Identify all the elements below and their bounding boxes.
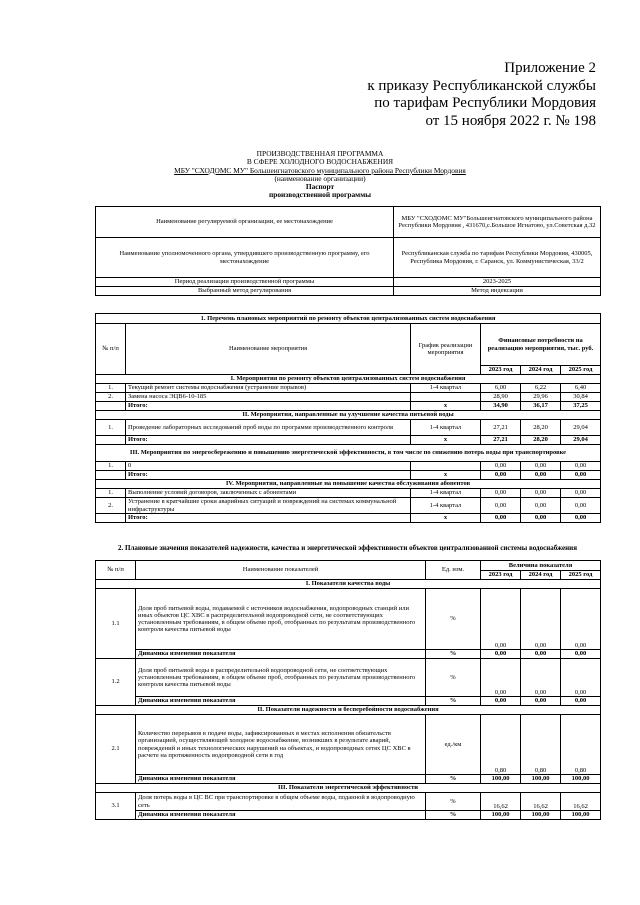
total-row bbox=[96, 402, 601, 411]
total-marker: х bbox=[411, 402, 481, 411]
passport-label: Период реализации производственной программы bbox=[96, 278, 394, 287]
dynamics-2023: 0,00 bbox=[481, 650, 521, 659]
dynamics-2023: 0,00 bbox=[481, 697, 521, 706]
dynamics-row bbox=[96, 811, 601, 820]
total-marker: х bbox=[411, 436, 481, 445]
unit: % bbox=[426, 589, 481, 650]
value-2025: 0,00 bbox=[561, 489, 601, 498]
order-date: от 15 ноября 2022 г. № 198 bbox=[425, 112, 596, 129]
row-number: 2.1 bbox=[96, 715, 136, 784]
header-number: № п/п bbox=[96, 561, 136, 580]
value-2023: 0,00 bbox=[481, 489, 521, 498]
dynamics-2025: 0,00 bbox=[561, 650, 601, 659]
header-year: 2024 год bbox=[521, 571, 561, 580]
passport-value: 2023-2025 bbox=[394, 278, 601, 287]
header-year: 2025 год bbox=[561, 366, 601, 375]
dynamics-row bbox=[96, 775, 601, 784]
dynamics-2025: 100,00 bbox=[561, 775, 601, 784]
document-titles bbox=[90, 150, 550, 200]
total-2023: 34,90 bbox=[481, 402, 521, 411]
indicator-name: Доля потерь воды в ЦС ВС при транспортировке в общем объеме воды, поданной в водопроводную сеть bbox=[136, 793, 426, 811]
unit: ед./км bbox=[426, 715, 481, 775]
value-2024: 0,00 bbox=[521, 462, 561, 471]
passport-row bbox=[96, 238, 601, 278]
header-year: 2023 год bbox=[481, 366, 521, 375]
total-2023: 0,00 bbox=[481, 514, 521, 523]
header-financial-needs: Финансовые потребности на реализацию мероприятия, тыс. руб. bbox=[481, 324, 601, 366]
table-row bbox=[96, 589, 601, 650]
value-2024: 0,80 bbox=[521, 715, 561, 775]
dynamics-2023: 100,00 bbox=[481, 811, 521, 820]
activities-caption: 1. Перечень плановых мероприятий по ремонту объектов централизованных систем водоснабжения bbox=[96, 314, 601, 324]
passport-row bbox=[96, 287, 601, 296]
indicator-name: Доля проб питьевой воды в распределительной водопроводной сети, не соответствующих установленным требованиям, в общем объеме проб, отобранных по результатам производственного контроля качества питьевой воды bbox=[136, 659, 426, 697]
dynamics-unit: % bbox=[426, 775, 481, 784]
schedule bbox=[411, 393, 481, 402]
header-values: Величина показателя bbox=[481, 561, 601, 571]
value-2025: 0,80 bbox=[561, 715, 601, 775]
total-2024: 0,00 bbox=[521, 514, 561, 523]
dynamics-label: Динамика изменения показателя bbox=[136, 775, 426, 784]
total-2025: 0,00 bbox=[561, 514, 601, 523]
program-title: ПРОИЗВОДСТВЕННАЯ ПРОГРАММА bbox=[256, 149, 384, 158]
total-marker: х bbox=[411, 514, 481, 523]
value-2024: 0,00 bbox=[521, 498, 561, 514]
table-row bbox=[96, 715, 601, 775]
row-number: 2. bbox=[96, 393, 126, 402]
total-2023: 27,21 bbox=[481, 436, 521, 445]
organization-name: МБУ "СХОДОМС МУ" Большеигнатовского муниципального района Республики Мордовия bbox=[174, 165, 466, 175]
activity-name: Текущий ремонт системы водоснабжения (устранение порывов) bbox=[126, 384, 411, 393]
passport-label: Выбранный метод регулирования bbox=[96, 287, 394, 296]
activity-name: 0 bbox=[126, 462, 411, 471]
row-number: 2. bbox=[96, 498, 126, 514]
activity-name: Устранение в кратчайшие сроки аварийных ситуаций и повреждений на системах коммунальной инфраструктуры bbox=[126, 498, 411, 514]
value-2024: 0,00 bbox=[521, 659, 561, 697]
total-2024: 36,17 bbox=[521, 402, 561, 411]
value-2023: 0,00 bbox=[481, 589, 521, 650]
value-2025: 0,00 bbox=[561, 659, 601, 697]
table-row bbox=[96, 420, 601, 436]
value-2025: 29,04 bbox=[561, 420, 601, 436]
total-2025: 0,00 bbox=[561, 471, 601, 480]
schedule: 1-4 квартал bbox=[411, 384, 481, 393]
unit: % bbox=[426, 659, 481, 697]
value-2023: 0,80 bbox=[481, 715, 521, 775]
total-2025: 29,04 bbox=[561, 436, 601, 445]
dynamics-unit: % bbox=[426, 650, 481, 659]
header-year: 2023 год bbox=[481, 571, 521, 580]
dynamics-unit: % bbox=[426, 811, 481, 820]
passport-value: Метод индексации bbox=[394, 287, 601, 296]
activity-name: Проведение лабораторных исследований проб воды по программе производственного контроля bbox=[126, 420, 411, 436]
header-year: 2024 год bbox=[521, 366, 561, 375]
passport-title: Паспорт bbox=[305, 182, 335, 192]
section-title: III. Мероприятия по энергосбережению и повышению энергетической эффективности, в том числе по снижению потерь воды при транспортировке bbox=[96, 445, 601, 462]
value-2023: 6,00 bbox=[481, 384, 521, 393]
passport-label: Наименование уполномоченного органа, утвердившего производственную программу, его местонахождение bbox=[96, 238, 394, 278]
section-title: I. Мероприятия по ремонту объектов централизованных систем водоснабжения bbox=[96, 375, 601, 384]
activities-table bbox=[95, 313, 601, 523]
value-2025: 0,00 bbox=[561, 498, 601, 514]
passport-subtitle: производственной программы bbox=[268, 190, 372, 200]
dynamics-2024: 100,00 bbox=[521, 775, 561, 784]
dynamics-row bbox=[96, 650, 601, 659]
row-number: 1.1 bbox=[96, 589, 136, 659]
header-indicator-name: Наименование показателей bbox=[136, 561, 426, 580]
table-row bbox=[96, 659, 601, 697]
value-2025: 6,40 bbox=[561, 384, 601, 393]
header-unit: Ед. изм. bbox=[426, 561, 481, 580]
header-year: 2025 год bbox=[561, 571, 601, 580]
value-2025: 30,84 bbox=[561, 393, 601, 402]
header-number: № п/п bbox=[96, 324, 126, 375]
order-reference: к приказу Республиканской службы bbox=[367, 77, 596, 94]
total-row bbox=[96, 471, 601, 480]
dynamics-2025: 100,00 bbox=[561, 811, 601, 820]
value-2023: 0,00 bbox=[481, 498, 521, 514]
value-2023: 27,21 bbox=[481, 420, 521, 436]
dynamics-label: Динамика изменения показателя bbox=[136, 811, 426, 820]
dynamics-row bbox=[96, 697, 601, 706]
dynamics-2024: 0,00 bbox=[521, 650, 561, 659]
total-row bbox=[96, 436, 601, 445]
value-2024: 0,00 bbox=[521, 589, 561, 650]
total-label: Итого: bbox=[126, 436, 411, 445]
schedule bbox=[411, 462, 481, 471]
passport-value: Республиканская служба по тарифам Республики Мордовия, 430005, Республика Мордовия, г. Саранск, ул. Коммунистическая, 33/2 bbox=[394, 238, 601, 278]
section-title: II. Показатели надежности и бесперебойности водоснабжения bbox=[96, 706, 601, 715]
value-2025: 0,00 bbox=[561, 462, 601, 471]
total-label: Итого: bbox=[126, 471, 411, 480]
dynamics-2025: 0,00 bbox=[561, 697, 601, 706]
schedule: 1-4 квартал bbox=[411, 489, 481, 498]
row-number: 1.2 bbox=[96, 659, 136, 706]
indicator-name: Доля проб питьевой воды, подаваемой с источников водоснабжения, водопроводных станций или иных объектов ЦС ХВС в распределительной водопроводной сети, не соответствующих установленным требованиям, в общем объеме проб, отобранных по результатам производственного контроля качества питьевой воды bbox=[136, 589, 426, 650]
value-2025: 0,00 bbox=[561, 589, 601, 650]
dynamics-2024: 100,00 bbox=[521, 811, 561, 820]
dynamics-label: Динамика изменения показателя bbox=[136, 650, 426, 659]
value-2023: 0,00 bbox=[481, 659, 521, 697]
table-row bbox=[96, 462, 601, 471]
total-label: Итого: bbox=[126, 514, 411, 523]
activity-name: Выполнение условий договоров, заключенных с абонентами bbox=[126, 489, 411, 498]
dynamics-label: Динамика изменения показателя bbox=[136, 697, 426, 706]
value-2024: 6,22 bbox=[521, 384, 561, 393]
value-2024: 29,96 bbox=[521, 393, 561, 402]
table-row bbox=[96, 489, 601, 498]
table-row bbox=[96, 393, 601, 402]
activity-name: Замена насоса ЭЦВ6-10-185 bbox=[126, 393, 411, 402]
indicator-name: Количество перерывов в подаче воды, зафиксированных в местах исполнения обязательств организацией, осуществляющей холодное водоснабжение, возникших в результате аварий, повреждений и иных технологических нарушений на объектах, и водопроводных сетях ЦС ХВС в расчете на протяженность водопроводной сети в год bbox=[136, 715, 426, 775]
indicators-caption: 2. Плановые значения показателей надежности, качества и энергетической эффективности объектов централизованной системы водоснабжения bbox=[118, 544, 577, 552]
table-row bbox=[96, 498, 601, 514]
schedule: 1-4 квартал bbox=[411, 420, 481, 436]
total-2025: 37,25 bbox=[561, 402, 601, 411]
header-activity-name: Наименование мероприятия bbox=[126, 324, 411, 375]
value-2024: 28,20 bbox=[521, 420, 561, 436]
organization-caption: (наименование организации) bbox=[274, 173, 366, 183]
dynamics-2024: 0,00 bbox=[521, 697, 561, 706]
order-issuer: по тарифам Республики Мордовия bbox=[374, 95, 596, 111]
section-title: II. Мероприятия, направленные на улучшение качества питьевой воды bbox=[96, 411, 601, 420]
total-marker: х bbox=[411, 471, 481, 480]
value-2024: 0,00 bbox=[521, 489, 561, 498]
indicators-table bbox=[95, 560, 601, 820]
row-number: 3.1 bbox=[96, 793, 136, 820]
total-label: Итого: bbox=[126, 402, 411, 411]
passport-value: МБУ "СХОДОМС МУ"Большеигнатовского муниципального района Республики Мордовия , 431670,с.Большое Игнатово, ул.Советская д.32 bbox=[394, 207, 601, 238]
value-2023: 28,90 bbox=[481, 393, 521, 402]
header-schedule: График реализации мероприятия bbox=[411, 324, 481, 375]
dynamics-2023: 100,00 bbox=[481, 775, 521, 784]
table-row bbox=[96, 384, 601, 393]
passport-row bbox=[96, 278, 601, 287]
table-row bbox=[96, 793, 601, 811]
row-number: 1. bbox=[96, 384, 126, 393]
value-2024: 16,62 bbox=[521, 793, 561, 811]
total-2023: 0,00 bbox=[481, 471, 521, 480]
passport-table bbox=[95, 206, 601, 296]
section-title: III. Показатели энергетической эффективности bbox=[96, 784, 601, 793]
appendix-number: Приложение 2 bbox=[504, 60, 596, 76]
document-header bbox=[300, 60, 596, 130]
value-2025: 16,62 bbox=[561, 793, 601, 811]
section-title: IV. Мероприятия, направленные на повышение качества обслуживания абонентов bbox=[96, 480, 601, 489]
row-number: 1. bbox=[96, 462, 126, 471]
row-number: 1. bbox=[96, 489, 126, 498]
total-2024: 0,00 bbox=[521, 471, 561, 480]
schedule: 1-4 квартал bbox=[411, 498, 481, 514]
unit: % bbox=[426, 793, 481, 811]
total-row bbox=[96, 514, 601, 523]
total-2024: 28,20 bbox=[521, 436, 561, 445]
dynamics-unit: % bbox=[426, 697, 481, 706]
value-2023: 16,62 bbox=[481, 793, 521, 811]
passport-label: Наименование регулируемой организации, ее местонахождение bbox=[96, 207, 394, 238]
row-number: 1. bbox=[96, 420, 126, 436]
section-title: I. Показатели качества воды bbox=[96, 580, 601, 589]
value-2023: 0,00 bbox=[481, 462, 521, 471]
passport-row bbox=[96, 207, 601, 238]
program-subtitle: В СФЕРЕ ХОЛОДНОГО ВОДОСНАБЖЕНИЯ bbox=[246, 157, 394, 167]
